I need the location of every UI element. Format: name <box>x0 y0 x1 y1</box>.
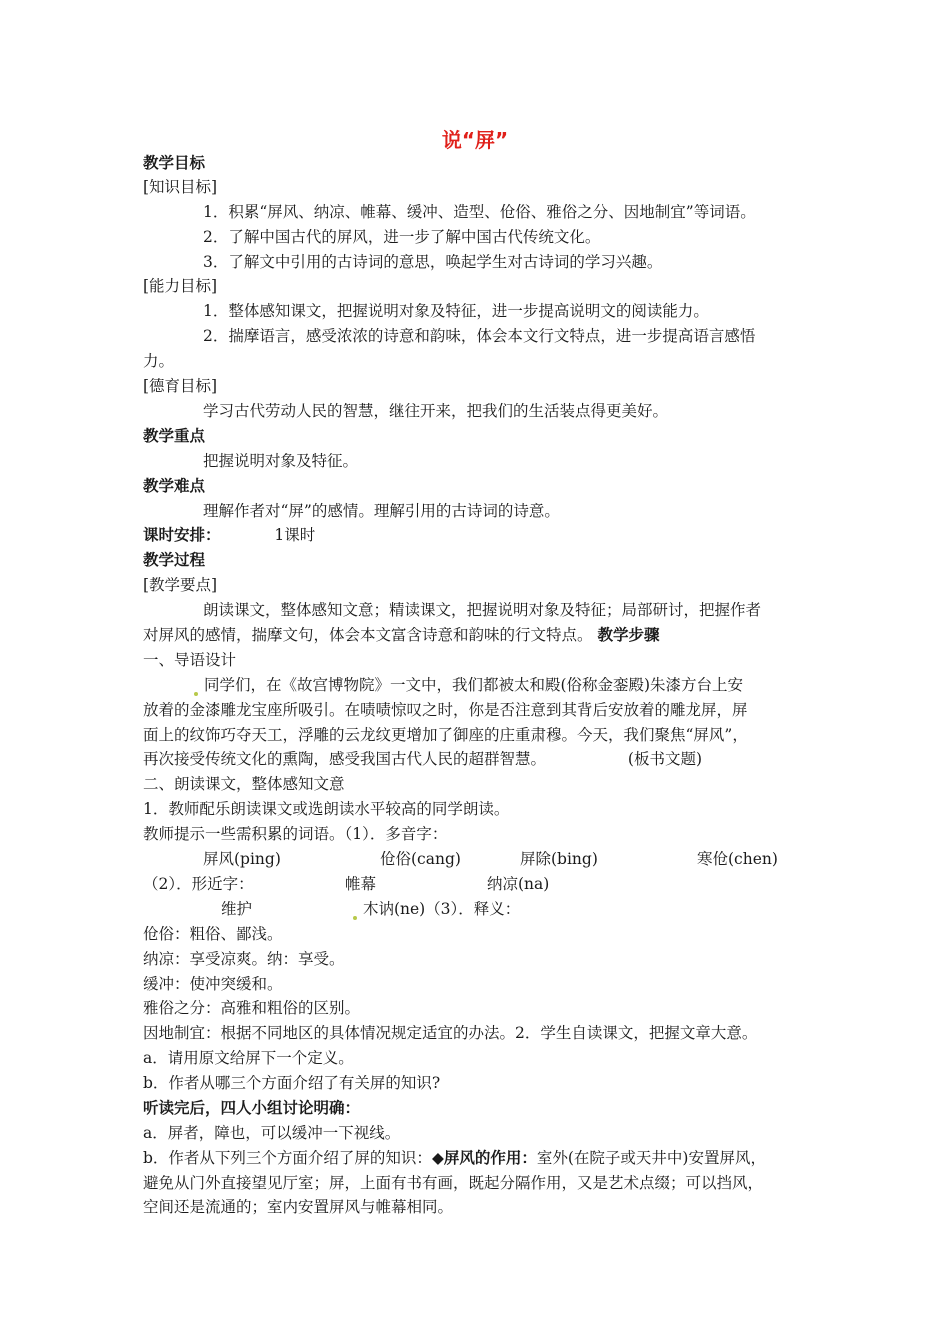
document-title: 说“屏” <box>441 128 509 152</box>
key-points-text: 把握说明对象及特征。 <box>203 452 359 470</box>
subheading-teaching-points: [教学要点] <box>143 576 218 594</box>
ability-item-2-cont: 力。 <box>143 352 175 370</box>
answer-b-rest: 室外(在院子或天井中)安置屏风， <box>536 1149 766 1167</box>
heading-process: 教学过程 <box>143 551 206 569</box>
reading-step-1: 1．教师配乐朗读课文或选朗读水平较高的同学朗读。 <box>143 800 510 818</box>
heading-key-points: 教学重点 <box>143 427 206 445</box>
explain-5: 因地制宜：根据不同地区的具体情况规定适宜的办法。2．学生自读课文，把握文章大意。 <box>143 1024 758 1042</box>
question-a: a．请用原文给屏下一个定义。 <box>143 1049 354 1067</box>
vocab-word-5: 帷幕 <box>345 875 377 893</box>
teaching-points-text: 对屏风的感情，揣摩文句，体会本文富含诗意和韵味的行文特点。 <box>143 626 593 644</box>
screen-function-heading: ◆屏风的作用： <box>431 1149 537 1167</box>
section-2-heading: 二、朗读课文，整体感知文意 <box>143 775 345 793</box>
explain-2: 纳凉：享受凉爽。纳：享受。 <box>143 950 345 968</box>
heading-difficulties: 教学难点 <box>143 477 206 495</box>
vocab-word-6: 纳凉(na) <box>487 875 550 893</box>
vocab-word-4: 寒伧(chen) <box>697 850 778 868</box>
intro-line-4 <box>143 748 823 770</box>
answer-b-line-3: 空间还是流通的；室内安置屏风与帷幕相同。 <box>143 1198 454 1216</box>
intro-line-1-text: 同学们，在《故宫博物院》一文中，我们都被太和殿(俗称金銮殿)朱漆方台上安 <box>203 676 744 694</box>
mark-dot <box>353 916 357 920</box>
heading-discussion: 听读完后，四人小组讨论明确： <box>143 1099 361 1117</box>
teaching-points-line-1: 朗读课文，整体感知文意；精读课文，把握说明对象及特征；局部研讨，把握作者 <box>203 601 762 619</box>
ability-item-1: 1．整体感知课文，把握说明对象及特征，进一步提高说明文的阅读能力。 <box>203 302 709 320</box>
knowledge-item-2: 2．了解中国古代的屏风，进一步了解中国古代传统文化。 <box>203 228 601 246</box>
explain-3: 缓冲：使冲突缓和。 <box>143 975 283 993</box>
intro-line-2: 放着的金漆雕龙宝座所吸引。在啧啧惊叹之时，你是否注意到其背后安放着的雕龙屏，屏 <box>143 701 748 719</box>
schedule-line <box>143 524 823 546</box>
teaching-points-line-2 <box>143 624 823 646</box>
vocab-word-1: 屏风(ping) <box>203 850 281 868</box>
vocab-intro: 教师提示一些需积累的词语。（1）．多音字： <box>143 825 448 843</box>
subheading-ability: [能力目标] <box>143 277 218 295</box>
schedule-value: 1课时 <box>274 526 316 544</box>
subheading-knowledge: [知识目标] <box>143 178 218 196</box>
vocab-word-8: 木讷(ne)（3）．释义： <box>362 900 521 918</box>
vocab-word-2: 伧俗(cang) <box>380 850 461 868</box>
schedule-label: 课时安排： <box>143 526 221 544</box>
mark-dot <box>194 692 198 696</box>
intro-line-1 <box>193 674 873 696</box>
knowledge-item-3: 3．了解文中引用的古诗词的意思，唤起学生对古诗词的学习兴趣。 <box>203 253 663 271</box>
intro-line-4-text: 再次接受传统文化的熏陶，感受我国古代人民的超群智慧。 <box>143 750 547 768</box>
heading-teaching-goals: 教学目标 <box>143 154 206 172</box>
knowledge-item-1: 1．积累“屏风、纳凉、帷幕、缓冲、造型、伧俗、雅俗之分、因地制宜”等词语。 <box>203 203 756 221</box>
explain-1: 伧俗：粗俗、鄙浅。 <box>143 925 283 943</box>
difficulties-text: 理解作者对“屏”的感情。理解引用的古诗词的诗意。 <box>203 502 560 520</box>
board-note: (板书文题) <box>627 750 702 768</box>
ability-item-2: 2．揣摩语言，感受浓浓的诗意和韵味，体会本文行文特点，进一步提高语言感悟 <box>203 327 756 345</box>
intro-line-3: 面上的纹饰巧夺天工，浮雕的云龙纹更增加了御座的庄重肃穆。今天，我们聚焦“屏风”， <box>143 726 748 744</box>
teaching-steps-heading: 教学步骤 <box>597 626 660 644</box>
vocab-similar-label: （2）．形近字： <box>143 875 254 893</box>
moral-item: 学习古代劳动人民的智慧，继往开来，把我们的生活装点得更美好。 <box>203 402 669 420</box>
answer-b-text: b．作者从下列三个方面介绍了屏的知识： <box>143 1149 432 1167</box>
subheading-moral: [德育目标] <box>143 377 218 395</box>
answer-a: a．屏者，障也，可以缓冲一下视线。 <box>143 1124 401 1142</box>
explain-4: 雅俗之分：高雅和粗俗的区别。 <box>143 999 361 1017</box>
vocab-word-8-line <box>352 898 652 920</box>
vocab-word-3: 屏除(bing) <box>520 850 598 868</box>
vocab-word-7: 维护 <box>221 900 253 918</box>
answer-b-line-2: 避免从门外直接望见厅室；屏，上面有书有画，既起分隔作用，又是艺术点缀；可以挡风， <box>143 1174 764 1192</box>
section-1-heading: 一、导语设计 <box>143 651 237 669</box>
answer-b-line-1 <box>143 1147 823 1169</box>
question-b: b．作者从哪三个方面介绍了有关屏的知识? <box>143 1074 441 1092</box>
